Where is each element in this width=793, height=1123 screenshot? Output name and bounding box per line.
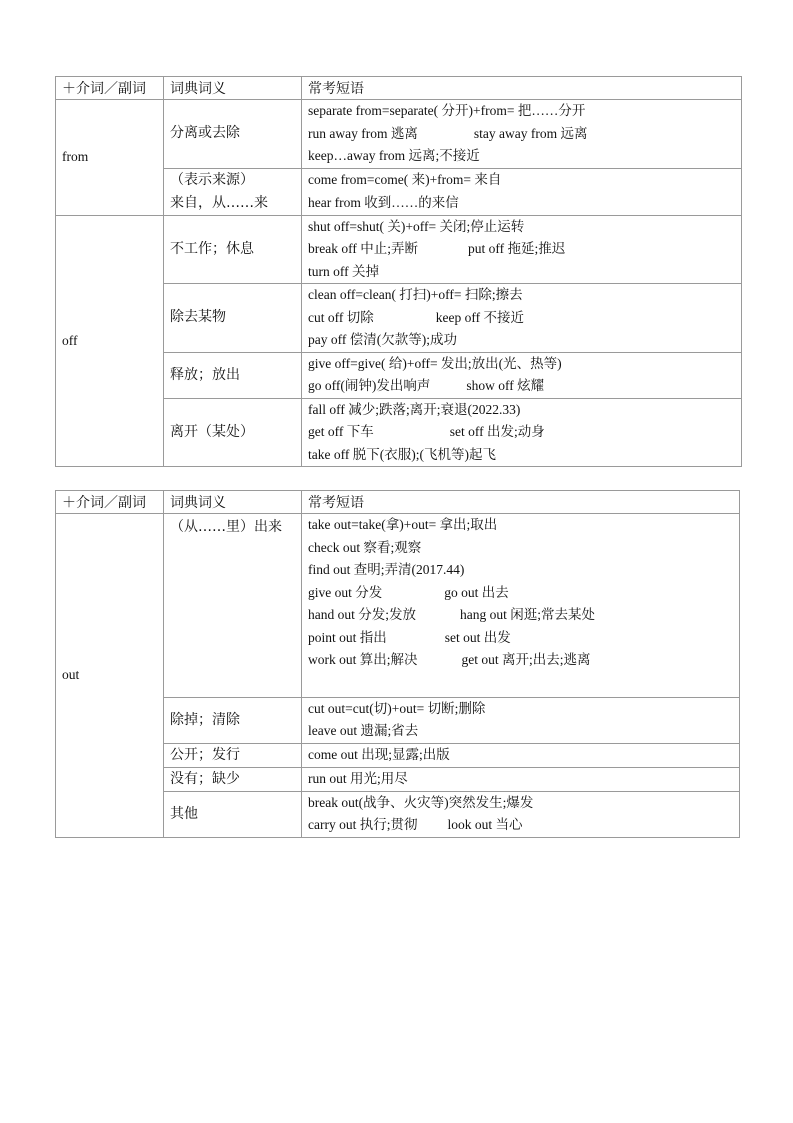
phrases-cell: [302, 100, 742, 169]
phrase: get out 离开;出去;逃离: [461, 652, 591, 667]
phrase-line: [308, 145, 735, 168]
phrase: come from=come( 来)+from= 来自: [308, 172, 502, 187]
phrases-cell: [302, 215, 742, 284]
phrases-cell: [302, 514, 740, 698]
table-header-row: [56, 491, 740, 514]
phrase-line: [308, 792, 733, 815]
phrase: hang out 闲逛;常去某处: [460, 607, 595, 622]
phrase: hand out 分发;发放: [308, 607, 416, 622]
meaning-cell: [164, 398, 302, 467]
phrase: carry out 执行;贯彻: [308, 817, 418, 832]
table-row: [56, 215, 742, 284]
meaning-cell: [164, 215, 302, 284]
prep-cell: out: [56, 514, 164, 838]
phrase-line: [308, 604, 733, 627]
phrases-cell: [302, 398, 742, 467]
phrase: stay away from 远离: [473, 125, 588, 141]
phrases-cell: [302, 743, 740, 767]
phrases-cell: [302, 352, 742, 398]
meaning-text: 离开（某处）: [170, 423, 254, 440]
meaning-text: （表示来源）: [170, 171, 254, 188]
table-row: [56, 514, 740, 698]
phrase: go out 出去: [444, 584, 509, 600]
phrase: leave out 遗漏;省去: [308, 723, 419, 738]
meaning-text: 没有；缺少: [170, 770, 240, 787]
prep-cell: from: [56, 100, 164, 216]
phrase: give off=give( 给)+off= 发出;放出(光、热等): [308, 355, 562, 371]
prep-cell: off: [56, 215, 164, 467]
meaning-text: 不工作；休息: [170, 240, 254, 257]
header-prep: ＋介词／副词: [56, 491, 164, 514]
header-phrases: 常考短语: [302, 77, 742, 100]
meaning-cell: [164, 514, 302, 698]
phrase-line: [308, 814, 733, 837]
meaning-cell: [164, 284, 302, 353]
phrase: cut out=cut(切)+out= 切断;删除: [308, 700, 486, 716]
header-meaning: 词典词义: [164, 491, 302, 514]
header-phrases: 常考短语: [302, 491, 740, 514]
meaning-text: 来自，从……来: [170, 194, 268, 211]
phrase: run away from 逃离: [308, 125, 418, 141]
phrase: find out 查明;弄清(2017.44): [308, 562, 465, 577]
phrase: take out=take(拿)+out= 拿出;取出: [308, 517, 498, 532]
phrase: shut off=shut( 关)+off= 关闭;停止运转: [308, 218, 525, 234]
phrase-line: [308, 123, 735, 146]
phrase: turn off 关掉: [308, 263, 379, 279]
phrase-line: [308, 720, 733, 743]
phrase-line: [308, 649, 733, 672]
meaning-cell: [164, 743, 302, 767]
phrase-line: [308, 582, 733, 605]
phrase-line: [308, 307, 735, 330]
phrases-cell: [302, 168, 742, 215]
meaning-cell: [164, 352, 302, 398]
phrase-line: [308, 100, 735, 123]
phrase: show off 炫耀: [466, 378, 545, 393]
phrase: go off(闹钟)发出响声: [308, 378, 431, 393]
phrase-line: [308, 514, 733, 537]
phrase: take off 脱下(衣服);(飞机等)起飞: [308, 446, 496, 462]
phrases-cell: [302, 284, 742, 353]
phrase-line: [308, 192, 735, 215]
phrase: pay off 偿清(欠款等);成功: [308, 332, 457, 347]
phrase: give out 分发: [308, 584, 383, 600]
phrase: keep off 不接近: [435, 309, 524, 325]
phrase-line: [308, 768, 733, 791]
vocab-table-from-off: [55, 76, 742, 467]
phrase-line: [308, 261, 735, 284]
meaning-cell: [164, 168, 302, 215]
meaning-cell: [164, 791, 302, 837]
meaning-cell: [164, 767, 302, 791]
header-prep: ＋介词／副词: [56, 77, 164, 100]
phrase-line: [308, 444, 735, 467]
phrase: run out 用光;用尽: [308, 770, 408, 786]
phrase-line: [308, 421, 735, 444]
phrase: put off 拖延;推迟: [467, 241, 566, 256]
header-meaning: 词典词义: [164, 77, 302, 100]
phrase-line: [308, 353, 735, 376]
phrase: set out 出发: [444, 629, 511, 645]
meaning-text: 公开；发行: [170, 746, 240, 763]
phrase-line: [308, 627, 733, 650]
phrase: keep…away from 远离;不接近: [308, 148, 480, 163]
phrase: work out 算出;解决: [308, 652, 418, 667]
phrases-cell: [302, 767, 740, 791]
phrase: fall off 减少;跌落;离开;衰退(2022.33): [308, 401, 521, 417]
phrase: set off 出发;动身: [449, 424, 545, 439]
phrase: cut off 切除: [308, 309, 374, 325]
phrase-line: [308, 744, 733, 767]
phrase: break off 中止;弄断: [308, 241, 418, 256]
phrase-line: [308, 284, 735, 307]
phrase-line: [308, 329, 735, 352]
phrase: clean off=clean( 打扫)+off= 扫除;擦去: [308, 287, 523, 302]
phrase: point out 指出: [308, 629, 387, 645]
meaning-text: 其他: [170, 805, 198, 822]
phrase: come out 出现;显露;出版: [308, 746, 450, 762]
phrase: get off 下车: [308, 424, 374, 439]
meaning-text: （从……里）出来: [170, 519, 282, 535]
phrase-line: [308, 537, 733, 560]
phrase: look out 当心: [447, 817, 523, 832]
phrases-cell: [302, 791, 740, 837]
phrase-line: [308, 216, 735, 239]
meaning-cell: [164, 100, 302, 169]
table-header-row: [56, 77, 742, 100]
phrase-line: [308, 238, 735, 261]
phrase-line: [308, 375, 735, 398]
phrase-line: [308, 399, 735, 422]
meaning-text: 除去某物: [170, 309, 226, 326]
meaning-text: 分离或去除: [170, 125, 240, 142]
phrase-line: [308, 698, 733, 721]
table-row: [56, 100, 742, 169]
meaning-cell: [164, 697, 302, 743]
phrase: break out(战争、火灾等)突然发生;爆发: [308, 794, 534, 810]
meaning-text: 释放；放出: [170, 366, 240, 383]
phrase-line: [308, 559, 733, 582]
vocab-table-out: [55, 490, 740, 838]
phrases-cell: [302, 697, 740, 743]
phrase: hear from 收到……的来信: [308, 194, 459, 210]
meaning-text: 除掉；清除: [170, 711, 240, 728]
phrase-line: [308, 169, 735, 192]
phrase: separate from=separate( 分开)+from= 把……分开: [308, 103, 586, 118]
phrase: check out 察看;观察: [308, 539, 422, 555]
